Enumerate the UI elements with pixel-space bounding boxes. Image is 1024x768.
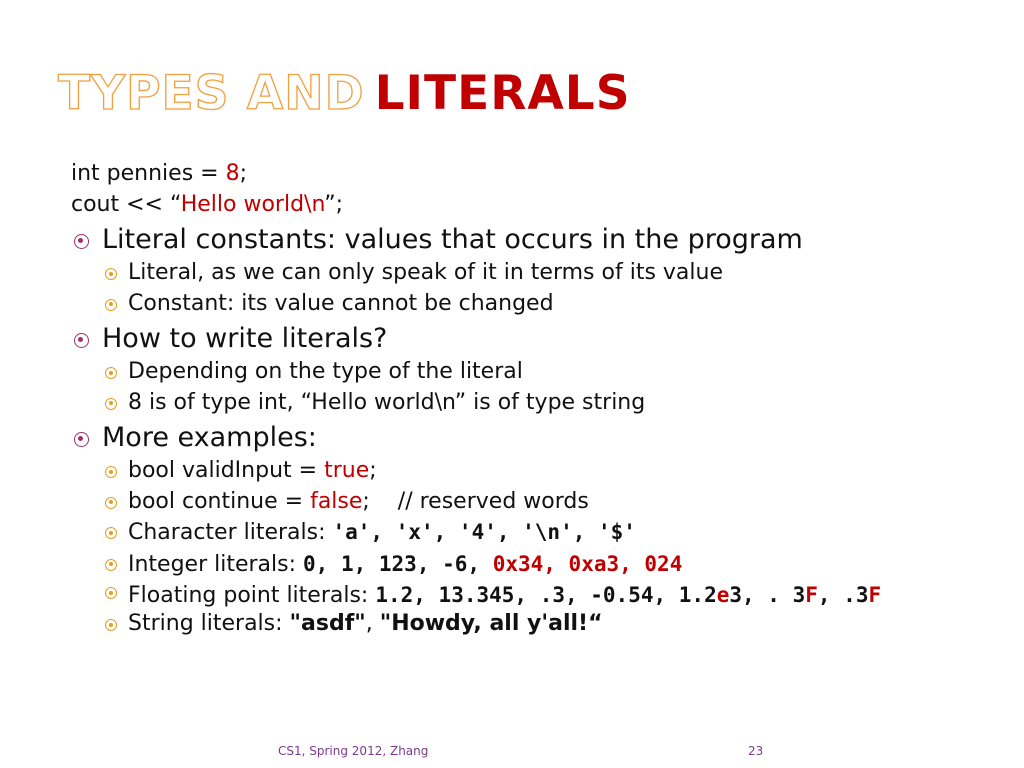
float-suffix-f: F <box>868 583 882 607</box>
sub-bullet-icon <box>105 299 117 311</box>
slide-title <box>58 66 631 132</box>
example-string-literals <box>70 609 990 640</box>
slide-body <box>70 158 990 640</box>
sub-bullet-text: 8 is of type int, “Hello world\n” is of type string <box>128 389 646 415</box>
sub-bullet-icon <box>105 497 117 509</box>
example-floating-literals <box>70 580 984 609</box>
code-value: Hello world\n <box>180 192 325 217</box>
example-values-decimal: 0, 1, 123, -6, <box>303 551 493 576</box>
footer-page-number: 23 <box>748 744 764 758</box>
example-values: 'a', 'x', '4', '\n', '$' <box>332 520 636 544</box>
title-part-types-and: TYPES AND <box>58 66 365 121</box>
example-prefix: bool continue = <box>128 488 311 514</box>
code-prefix: cout << “ <box>71 192 181 217</box>
sub-bullet-icon <box>105 466 117 478</box>
example-integer-literals <box>70 549 990 581</box>
example-label: Floating point literals: <box>128 583 376 608</box>
bullet-icon <box>74 333 89 348</box>
code-suffix: ; <box>239 161 248 186</box>
sub-bullet-text: Literal, as we can only speak of it in terms of its value <box>128 260 723 285</box>
code-line-cout <box>70 189 990 220</box>
code-line-pennies <box>70 158 990 189</box>
float-values-3: , .3 <box>817 583 869 607</box>
example-bool-false <box>70 487 990 518</box>
float-values-2: 3, . 3 <box>729 583 806 607</box>
bullet-how-to-write <box>70 321 990 357</box>
sub-bullet-icon <box>105 398 117 410</box>
bullet-text: Literal constants: values that occurs in the program <box>102 224 803 255</box>
code-prefix: int pennies = <box>71 161 226 186</box>
footer-course: CS1, Spring 2012, Zhang <box>278 744 429 758</box>
float-suffix-f: F <box>805 583 818 607</box>
example-value: false <box>310 488 363 514</box>
sub-bullet-icon <box>105 587 117 599</box>
example-suffix: ; // reserved words <box>362 488 589 514</box>
string-value-1: "asdf" <box>289 611 366 636</box>
bullet-text: More examples: <box>102 422 317 453</box>
bullet-icon <box>74 432 89 447</box>
bullet-text: How to write literals? <box>102 323 388 354</box>
example-label: Integer literals: <box>128 551 304 577</box>
sub-bullet-icon <box>105 619 117 631</box>
example-label: String literals: <box>128 611 290 636</box>
example-prefix: bool validInput = <box>128 458 325 483</box>
bullet-icon <box>74 234 89 249</box>
example-bool-true <box>70 456 990 487</box>
sub-bullet-icon <box>105 527 117 539</box>
example-suffix: ; <box>369 458 377 483</box>
example-character-literals <box>70 517 990 549</box>
sub-bullet-icon <box>105 367 117 379</box>
example-label: Character literals: <box>128 520 333 545</box>
string-value-2: "Howdy, all y'all!“ <box>379 611 603 636</box>
bullet-literal-constants <box>70 222 990 258</box>
code-value: 8 <box>225 161 240 186</box>
bullet-more-examples <box>70 420 990 456</box>
title-part-literals: LITERALS <box>374 66 631 121</box>
float-exponent: e <box>716 583 730 607</box>
float-values-1: 1.2, 13.345, .3, -0.54, 1.2 <box>375 583 717 607</box>
sub-bullet <box>70 258 990 289</box>
example-values-hex-octal: 0x34, 0xa3, 024 <box>492 551 683 576</box>
code-suffix: ”; <box>324 192 343 217</box>
sub-bullet <box>70 388 990 419</box>
sub-bullet <box>70 357 990 388</box>
sub-bullet-icon <box>105 268 117 280</box>
sub-bullet-text: Depending on the type of the literal <box>128 359 523 384</box>
sub-bullet-text: Constant: its value cannot be changed <box>128 290 554 316</box>
sub-bullet-icon <box>105 559 117 571</box>
example-value: true <box>324 458 370 483</box>
string-separator: , <box>365 611 380 636</box>
sub-bullet <box>70 289 990 320</box>
